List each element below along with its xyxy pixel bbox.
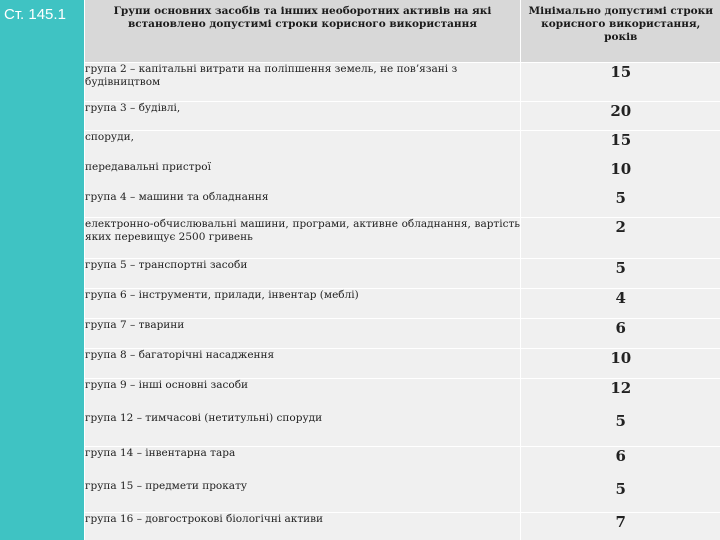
group-cell: [85, 379, 521, 447]
group-label: передавальні пристрої: [85, 161, 211, 174]
table-row: [85, 447, 720, 512]
years-value: 6: [615, 447, 626, 466]
group-cell: [85, 131, 521, 218]
years-value: 5: [615, 189, 626, 208]
years-value: 10: [610, 160, 632, 179]
years-value: 7: [615, 512, 626, 531]
sidebar: [0, 0, 84, 540]
years-cell: [521, 447, 720, 512]
years-cell: [521, 512, 720, 540]
years-cell: [521, 218, 720, 259]
years-cell: [521, 349, 720, 379]
years-cell: [521, 63, 720, 102]
group-cell: [85, 512, 521, 540]
group-label: група 5 – транспортні засоби: [85, 259, 248, 272]
group-cell: [85, 319, 521, 349]
group-label: група 9 – інші основні засоби: [85, 379, 249, 392]
table-row: [85, 289, 720, 319]
years-value: 20: [610, 102, 632, 121]
years-cell: [521, 102, 720, 131]
years-cell: [521, 379, 720, 447]
group-label: електронно-обчислювальні машини, програми, активне обладнання, вартість яких перевищує 2500 гривень: [85, 218, 520, 244]
group-label: група 6 – інструменти, прилади, інвентар (меблі): [85, 289, 359, 302]
group-label: група 12 – тимчасові (нетитульні) споруди: [85, 412, 323, 425]
useful-life-table: [84, 0, 720, 540]
table-row: [85, 218, 720, 259]
group-label: група 8 – багаторічні насадження: [85, 349, 275, 362]
header-years: Мінімально допустимі строки корисного використання, років: [521, 0, 720, 63]
header-row: [85, 0, 720, 63]
table-row: [85, 63, 720, 102]
group-label: група 7 – тварини: [85, 319, 185, 332]
years-value: 12: [610, 379, 632, 398]
years-value: 15: [610, 63, 632, 81]
years-cell: [521, 259, 720, 289]
table-row: [85, 131, 720, 218]
group-label: група 14 – інвентарна тара: [85, 447, 236, 460]
group-cell: [85, 349, 521, 379]
group-cell: [85, 289, 521, 319]
years-cell: [521, 131, 720, 218]
years-value: 5: [615, 259, 626, 278]
table-row: [85, 512, 720, 540]
years-value: 10: [610, 349, 632, 368]
table-row: [85, 259, 720, 289]
table-row: [85, 102, 720, 131]
years-value: 5: [615, 412, 626, 431]
group-label: група 15 – предмети прокату: [85, 480, 248, 493]
group-cell: [85, 218, 521, 259]
years-value: 6: [615, 319, 626, 338]
years-cell: [521, 289, 720, 319]
table-row: [85, 349, 720, 379]
years-value: 2: [615, 218, 626, 237]
years-cell: [521, 319, 720, 349]
header-group: Групи основних засобів та інших необоротних активів на які встановлено допустимі строки корисного використання: [85, 0, 521, 63]
group-label: група 2 – капітальні витрати на поліпшення земель, не пов’язані з будівництвом: [85, 63, 458, 88]
group-label: група 4 – машини та обладнання: [85, 191, 269, 204]
group-label: група 16 – довгострокові біологічні активи: [85, 512, 324, 525]
years-value: 15: [610, 131, 632, 150]
group-label: споруди,: [85, 131, 134, 144]
group-label: група 3 – будівлі,: [85, 102, 181, 115]
table-row: [85, 319, 720, 349]
table-row: [85, 379, 720, 447]
group-cell: [85, 63, 521, 102]
group-cell: [85, 259, 521, 289]
group-cell: [85, 102, 521, 131]
years-value: 4: [615, 289, 626, 308]
years-value: 5: [615, 480, 626, 499]
article-label: Ст. 145.1: [4, 6, 66, 23]
group-cell: [85, 447, 521, 512]
